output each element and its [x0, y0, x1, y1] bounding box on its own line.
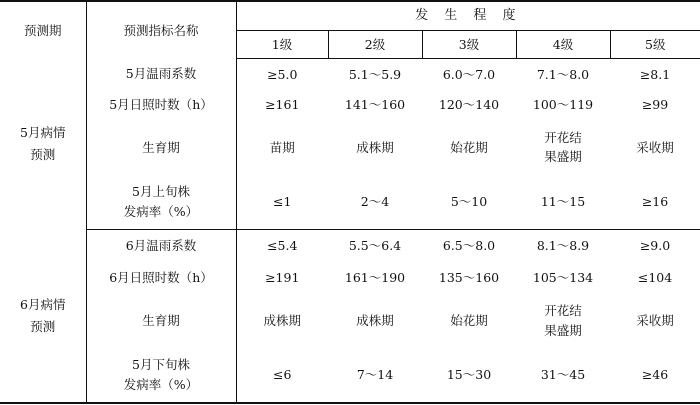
table-row	[0, 294, 700, 348]
level-5-value	[610, 121, 700, 175]
table-row	[0, 347, 700, 403]
level-1-value: ≤1	[236, 174, 328, 230]
period-label-line: 预测	[30, 318, 56, 334]
level-1-value: ≤5.4	[267, 237, 298, 253]
level-4-value: 8.1～8.9	[536, 237, 590, 253]
indicator-cell	[86, 59, 236, 90]
level-3-value: 6.5～8.0	[442, 237, 496, 253]
period-label-line: 6月病情	[20, 297, 66, 313]
level-3-value: 15～30	[446, 366, 492, 382]
level-1-value: ≥5.0	[267, 66, 298, 82]
level-2-value: 5.1～5.9	[348, 66, 402, 82]
period-cell	[0, 230, 86, 403]
period-label-line: 5月病情	[20, 125, 66, 141]
table-row	[0, 59, 700, 90]
level-4-value: 100～119	[532, 97, 594, 113]
header-severity: 发 生 程 度	[236, 1, 700, 31]
table-row	[0, 121, 700, 175]
value-text: 苗期	[269, 139, 295, 155]
indicator-label: 发病率（%）	[123, 203, 199, 219]
level-2-value: 141～160	[344, 97, 406, 113]
indicator-label: 5月日照时数（h）	[109, 97, 213, 113]
level-3-value	[422, 294, 516, 348]
table-row	[0, 90, 700, 121]
header-period: 预测期	[0, 1, 86, 59]
level-3-value: 5～10	[422, 174, 516, 230]
level-5-value: ≥9.0	[639, 237, 671, 253]
header-indicator: 预测指标名称	[86, 1, 236, 59]
level-3-value: 135～160	[438, 269, 500, 285]
level-2-value	[328, 294, 422, 348]
value-text: 成株期	[356, 312, 394, 328]
value-text: 果盛期	[544, 322, 582, 338]
level-1-value: ≥161	[265, 97, 300, 113]
indicator-label: 5月下旬株	[132, 357, 190, 373]
level-3-value	[422, 121, 516, 175]
value-text: 采收期	[636, 139, 674, 155]
value-text: 成株期	[263, 312, 301, 328]
level-5-value: ≥46	[641, 366, 669, 382]
indicator-label: 6月日照时数（h）	[109, 269, 213, 285]
level-5-value	[610, 294, 700, 348]
level-4-value: 7.1～8.0	[536, 66, 590, 82]
indicator-cell	[86, 90, 236, 121]
indicator-cell	[86, 230, 236, 261]
table-row	[0, 230, 700, 261]
period-cell	[0, 59, 86, 230]
level-3-value: 6.0～7.0	[442, 66, 496, 82]
level-4-value: 31～45	[540, 366, 586, 382]
indicator-label: 生育期	[142, 312, 180, 328]
indicator-label: 6月温雨系数	[125, 237, 197, 253]
value-text: 成株期	[356, 139, 394, 155]
level-2-value: 5.5～6.4	[348, 237, 402, 253]
header-level-1: 1级	[236, 31, 328, 59]
level-2-value	[328, 121, 422, 175]
indicator-label: 5月上旬株	[132, 184, 190, 200]
level-4-value: 105～134	[532, 269, 594, 285]
indicator-label: 5月温雨系数	[125, 66, 197, 82]
level-4-value: 11～15	[516, 174, 610, 230]
level-2-value: 2～4	[328, 174, 422, 230]
level-5-value: ≥16	[610, 174, 700, 230]
table-row	[0, 174, 700, 230]
indicator-cell	[86, 174, 236, 230]
value-text: 采收期	[636, 312, 674, 328]
level-1-value	[236, 121, 328, 175]
table-row	[0, 261, 700, 294]
header-level-4: 4级	[516, 31, 610, 59]
header-level-2: 2级	[328, 31, 422, 59]
value-text: 果盛期	[544, 149, 582, 165]
value-text: 开花结	[544, 303, 582, 319]
header-level-3: 3级	[422, 31, 516, 59]
level-5-value: ≥99	[641, 97, 669, 113]
indicator-cell	[86, 347, 236, 403]
level-1-value: ≤6	[273, 366, 292, 382]
value-text: 始花期	[450, 139, 488, 155]
level-5-value: ≥8.1	[639, 66, 671, 82]
indicator-label: 生育期	[142, 139, 180, 155]
indicator-cell	[86, 261, 236, 294]
level-3-value: 120～140	[438, 97, 500, 113]
level-1-value	[236, 294, 328, 348]
level-2-value: 161～190	[344, 269, 406, 285]
value-text: 开花结	[544, 129, 582, 145]
level-1-value: ≥191	[265, 269, 300, 285]
period-label-line: 预测	[30, 147, 56, 163]
level-5-value: ≤104	[637, 269, 673, 285]
level-4-value	[516, 294, 610, 348]
level-2-value: 7～14	[356, 366, 394, 382]
indicator-cell	[86, 294, 236, 348]
value-text: 始花期	[450, 312, 488, 328]
header-level-5: 5级	[610, 31, 700, 59]
level-4-value	[516, 121, 610, 175]
indicator-cell	[86, 121, 236, 175]
indicator-label: 发病率（%）	[123, 376, 199, 392]
